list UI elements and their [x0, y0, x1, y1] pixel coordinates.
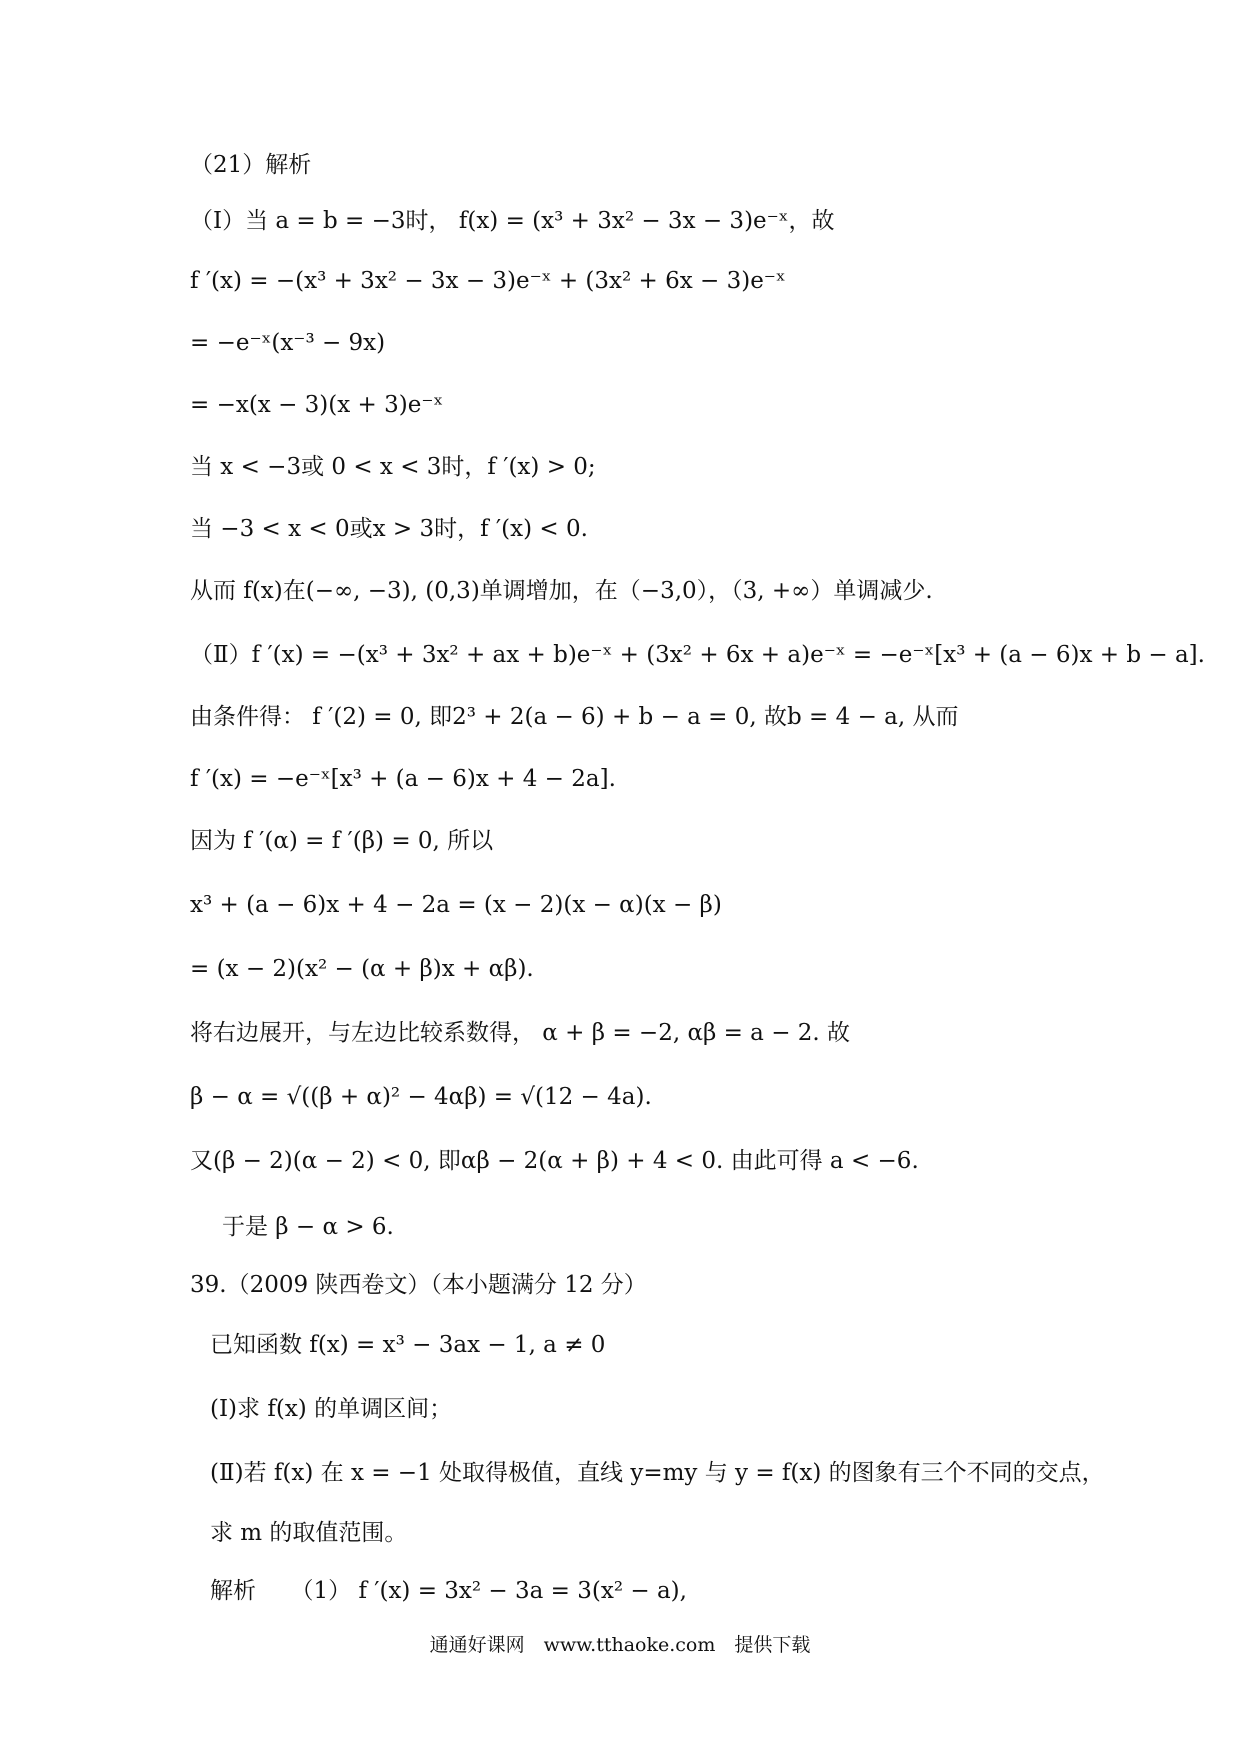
problem-part-2: (Ⅱ)若 f(x) 在 x = −1 处取得极值，直线 y=my 与 y = f(x) 的图象有三个不同的交点， [210, 1460, 1105, 1486]
solution-line: 从而 f(x)在(−∞, −3), (0,3)单调增加，在（−3,0），（3, +∞）单调减少. [190, 578, 933, 604]
solution-line: 当 −3 < x < 0或x > 3时，f ′(x) < 0. [190, 516, 588, 542]
solution-line: = (x − 2)(x² − (α + β)x + αβ). [190, 956, 534, 982]
solution-line: 于是 β − α > 6. [222, 1214, 394, 1240]
solution-line: f ′(x) = −e⁻ˣ[x³ + (a − 6)x + 4 − 2a]. [190, 766, 616, 792]
solution-line: 因为 f ′(α) = f ′(β) = 0, 所以 [190, 828, 494, 854]
solution-line: （Ⅱ）f ′(x) = −(x³ + 3x² + ax + b)e⁻ˣ + (3x² + 6x + a)e⁻ˣ = −e⁻ˣ[x³ + (a − 6)x + b − a]. [190, 642, 1205, 668]
solution-line: = −x(x − 3)(x + 3)e⁻ˣ [190, 392, 444, 418]
solution-line: 当 x < −3或 0 < x < 3时，f ′(x) > 0; [190, 454, 596, 480]
solution-line: 又(β − 2)(α − 2) < 0, 即αβ − 2(α + β) + 4 < 0. 由此可得 a < −6. [190, 1148, 919, 1174]
footer-watermark: 通通好课网 www.tthaoke.com 提供下载 [429, 1634, 811, 1656]
solution-start: 解析 （1） f ′(x) = 3x² − 3a = 3(x² − a), [210, 1578, 687, 1604]
solution-line: x³ + (a − 6)x + 4 − 2a = (x − 2)(x − α)(x − β) [190, 892, 722, 918]
solution-line: f ′(x) = −(x³ + 3x² − 3x − 3)e⁻ˣ + (3x² + 6x − 3)e⁻ˣ [190, 268, 786, 294]
solution-line: 由条件得： f ′(2) = 0, 即2³ + 2(a − 6) + b − a = 0, 故b = 4 − a, 从而 [190, 704, 959, 730]
problem-part-1: (Ⅰ)求 f(x) 的单调区间； [210, 1396, 453, 1422]
solution-line: （Ⅰ）当 a = b = −3时， f(x) = (x³ + 3x² − 3x − 3)e⁻ˣ，故 [190, 208, 835, 234]
solution-line: 将右边展开，与左边比较系数得， α + β = −2, αβ = a − 2. 故 [190, 1020, 851, 1046]
problem-statement: 已知函数 f(x) = x³ − 3ax − 1, a ≠ 0 [210, 1332, 606, 1358]
problem-heading: 39.（2009 陕西卷文）（本小题满分 12 分） [190, 1272, 647, 1298]
section-heading: （21）解析 [190, 152, 312, 178]
solution-line: β − α = √((β + α)² − 4αβ) = √(12 − 4a). [190, 1084, 652, 1110]
problem-part-2-cont: 求 m 的取值范围。 [210, 1520, 408, 1546]
solution-line: = −e⁻ˣ(x⁻³ − 9x) [190, 330, 386, 356]
